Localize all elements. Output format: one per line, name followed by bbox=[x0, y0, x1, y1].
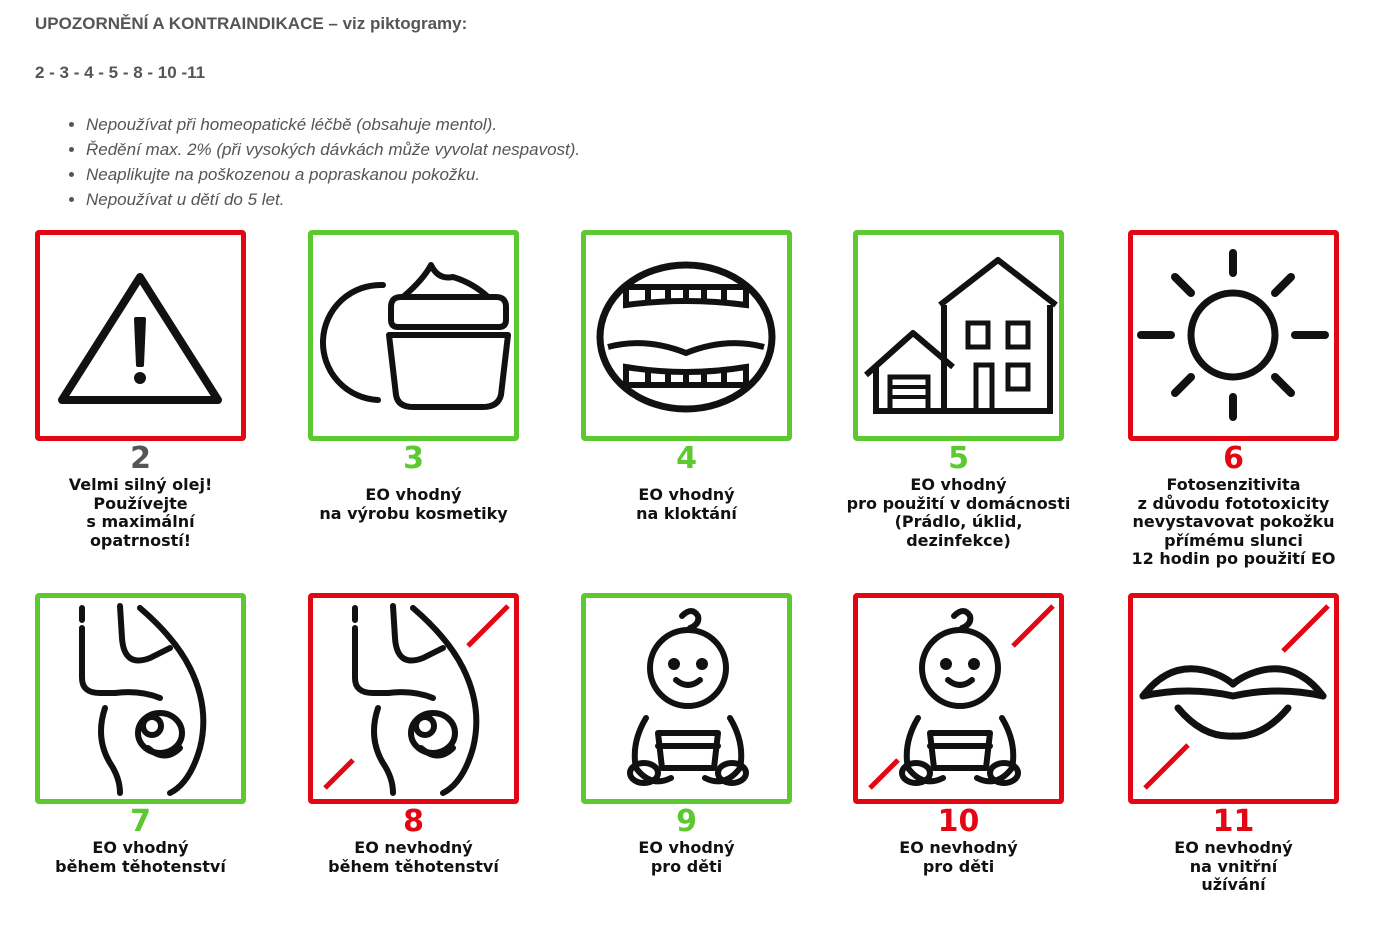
pictogram-frame bbox=[35, 593, 246, 804]
pictogram-caption: Fotosenzitivita z důvodu fototoxicity nevystavovat pokožku přímému slunci 12 hodin po použití EO bbox=[1131, 475, 1336, 568]
pictogram-caption: EO nevhodný pro děti bbox=[899, 838, 1018, 876]
pictogram-frame bbox=[853, 230, 1064, 441]
baby-icon bbox=[586, 598, 787, 799]
pictogram-frame bbox=[308, 593, 519, 804]
pictogram-caption: Velmi silný olej! Používejte s maximální opatrností! bbox=[68, 475, 213, 550]
pictogram-frame bbox=[853, 593, 1064, 804]
pictogram-9 bbox=[581, 593, 811, 938]
pictogram-7 bbox=[35, 593, 265, 938]
pictogram-8 bbox=[308, 593, 538, 938]
pregnancy-crossed-icon bbox=[313, 598, 514, 799]
pictogram-caption: EO vhodný na kloktání bbox=[636, 485, 737, 523]
pictogram-11 bbox=[1128, 593, 1358, 938]
house-icon bbox=[858, 235, 1059, 436]
warnings-list bbox=[54, 112, 580, 212]
pictogram-number: 10 bbox=[937, 804, 980, 839]
pictogram-4 bbox=[581, 230, 811, 575]
warning-item: • Ředění max. 2% (při vysokých dávkách může vyvolat nespavost). bbox=[86, 137, 580, 162]
pictogram-caption: EO nevhodný na vnitřní užívání bbox=[1174, 838, 1293, 894]
pictogram-10 bbox=[853, 593, 1083, 938]
pictogram-number: 5 bbox=[948, 441, 969, 476]
pictogram-codes: 2 - 3 - 4 - 5 - 8 - 10 -11 bbox=[35, 63, 206, 82]
warning-triangle-icon bbox=[40, 235, 241, 436]
pictogram-number: 2 bbox=[130, 441, 151, 476]
open-mouth-icon bbox=[586, 235, 787, 436]
pictogram-caption: EO nevhodný během těhotenství bbox=[328, 838, 499, 876]
pictogram-5 bbox=[846, 230, 1083, 575]
pictogram-number: 4 bbox=[676, 441, 697, 476]
pictogram-6 bbox=[1128, 230, 1358, 575]
pictogram-number: 9 bbox=[676, 804, 697, 839]
pictogram-number: 11 bbox=[1212, 804, 1255, 839]
pictogram-frame bbox=[1128, 230, 1339, 441]
pictogram-2 bbox=[35, 230, 265, 575]
pictogram-caption: EO vhodný pro děti bbox=[638, 838, 735, 876]
sun-icon bbox=[1133, 235, 1334, 436]
warning-item: • Nepoužívat při homeopatické léčbě (obsahuje mentol). bbox=[86, 112, 580, 137]
pictogram-caption: EO vhodný na výrobu kosmetiky bbox=[319, 485, 508, 523]
pictogram-caption: EO vhodný pro použití v domácnosti (Prádlo, úklid, dezinfekce) bbox=[846, 475, 1071, 550]
baby-crossed-icon bbox=[858, 598, 1059, 799]
pictogram-frame bbox=[581, 593, 792, 804]
section-heading: UPOZORNĚNÍ A KONTRAINDIKACE – viz piktogramy: bbox=[35, 14, 468, 33]
pictogram-frame bbox=[35, 230, 246, 441]
pregnancy-icon bbox=[40, 598, 241, 799]
pictogram-number: 7 bbox=[130, 804, 151, 839]
pictogram-3 bbox=[308, 230, 538, 575]
pictogram-frame bbox=[1128, 593, 1339, 804]
pictogram-frame bbox=[581, 230, 792, 441]
warning-item: • Neaplikujte na poškozenou a popraskanou pokožku. bbox=[86, 162, 580, 187]
pictogram-number: 6 bbox=[1223, 441, 1244, 476]
pictogram-number: 3 bbox=[403, 441, 424, 476]
pictogram-caption: EO vhodný během těhotenství bbox=[55, 838, 226, 876]
warning-item: • Nepoužívat u dětí do 5 let. bbox=[86, 187, 580, 212]
pictogram-number: 8 bbox=[403, 804, 424, 839]
pictogram-frame bbox=[308, 230, 519, 441]
lips-crossed-icon bbox=[1133, 598, 1334, 799]
cream-jar-icon bbox=[313, 235, 514, 436]
